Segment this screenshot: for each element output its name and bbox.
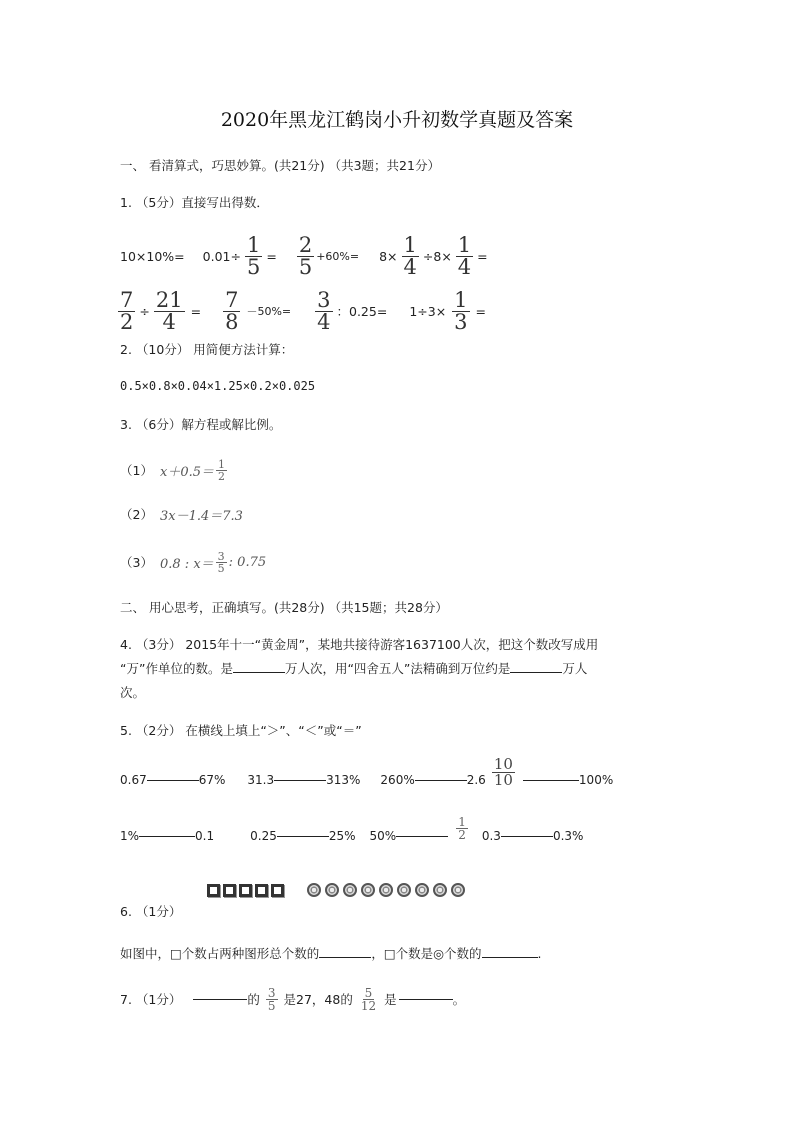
q1-r1-d-fraction1: $\frac{1}{4}$ — [403, 232, 417, 279]
q4-line3: 次。 — [120, 685, 146, 700]
q1-r1-a: 10×10%= — [120, 248, 185, 264]
q1-r1-c-fraction: $\frac{2}{5}$ — [298, 232, 313, 279]
q1-r2-d-fraction: $\frac{3}{4}$ — [317, 287, 331, 334]
q1-r1-d-prefix: 8× — [379, 248, 398, 264]
q1-r1-b-prefix: 0.01÷ — [202, 248, 241, 264]
section2-heading: 二、 用心思考，正确填写。(共28分) （共15题；共28分） — [120, 600, 448, 615]
circle-shape — [361, 883, 375, 897]
q1-r1-b-fraction: $\frac{1}{5}$ — [246, 232, 261, 279]
circle-shape — [343, 883, 357, 897]
q3-eq2-text: 3x－1.4＝7.3 — [160, 508, 243, 524]
q1-r2-e-fraction: $\frac{1}{3}$ — [454, 287, 468, 334]
section1-heading: 一、 看清算式，巧思妙算。(共21分) （共3题；共21分） — [120, 158, 440, 173]
q5-r1-blank-d[interactable] — [523, 779, 579, 781]
q5-label: 5. （2分） 在横线上填上“＞”、“＜”或“＝” — [120, 723, 362, 738]
q3-eq1-fraction: $\frac{1}{2}$ — [218, 457, 226, 483]
q6-squares — [207, 884, 287, 897]
q6-blank1[interactable] — [319, 956, 371, 958]
q7-blank1[interactable] — [193, 998, 247, 1000]
q1-row2 — [118, 284, 486, 338]
q1-r2-d-suffix: ：0.25= — [336, 304, 388, 319]
q5-r2-blank-c[interactable] — [396, 835, 448, 837]
circle-shape — [307, 883, 321, 897]
q6-text: 如图中，□个数占两种图形总个数的 ，□个数是◎个数的 . — [120, 946, 542, 961]
q5-row2: 1% 0.1 0.25 25% 50% $\frac{1}{2}$ 0.3 0.3% — [120, 814, 584, 843]
q3-eq3-tag: （3） — [120, 555, 153, 570]
q4-line1: 4. （3分） 2015年十一“黄金周”，某地共接待游客1637100人次，把这个数改写成用 — [120, 637, 599, 652]
circle-shape — [433, 883, 447, 897]
q3-eq1 — [120, 452, 227, 488]
q3-eq1-tag: （1） — [120, 463, 153, 478]
q3-eq3-rhs: : 0.75 — [228, 554, 267, 570]
q6-circles — [307, 883, 469, 897]
page-title: 2020年黑龙江鹤岗小升初数学真题及答案 — [220, 109, 574, 131]
q5-r2-blank-b[interactable] — [277, 835, 329, 837]
square-shape — [271, 884, 284, 897]
q1-r2-c-suffix: －50%= — [246, 305, 292, 318]
q3-eq2 — [120, 503, 243, 525]
q3-eq2-tag: （2） — [120, 507, 153, 522]
q3-eq3-fraction: $\frac{3}{5}$ — [217, 549, 225, 575]
q1-r2-b-fraction: $\frac{21}{4}$ — [155, 287, 183, 334]
q3-eq1-lhs: x＋0.5＝ — [160, 464, 215, 480]
q7-fraction1: $\frac{3}{5}$ — [267, 985, 276, 1013]
q3-label: 3. （6分）解方程或解比例。 — [120, 417, 282, 432]
circle-shape — [415, 883, 429, 897]
q1-row1 — [120, 229, 488, 283]
q5-r1-fraction: $\frac{10}{10}$ — [493, 754, 513, 789]
q3-eq3 — [120, 544, 266, 580]
q5-row1: 0.67 67% 31.3 313% 260% 2.6 $\frac{10}{10}$ 100% — [120, 754, 614, 789]
q5-r1-blank-b[interactable] — [274, 779, 326, 781]
circle-shape — [325, 883, 339, 897]
q6-label: 6. （1分） — [120, 904, 182, 919]
q1-r1-d-mid: ÷8× — [422, 248, 452, 264]
q6-blank2[interactable] — [482, 956, 538, 958]
q1-r1-d-fraction2: $\frac{1}{4}$ — [457, 232, 472, 279]
q1-r2-c-fraction: $\frac{7}{8}$ — [225, 287, 239, 334]
q5-r2-blank-a[interactable] — [139, 835, 195, 837]
q5-r1-blank-c[interactable] — [415, 779, 467, 781]
q7-blank2[interactable] — [399, 998, 453, 1000]
square-shape — [255, 884, 268, 897]
q1-r2-a-fraction: $\frac{7}{2}$ — [120, 287, 134, 334]
q1-r2-b-suffix: = — [190, 303, 202, 319]
q4-blank1[interactable] — [233, 671, 285, 673]
q7-line: 7. （1分） 的 $\frac{3}{5}$ 是27，48的 $\frac{5}{12}$ 是 。 — [120, 985, 466, 1013]
square-shape — [207, 884, 220, 897]
circle-shape — [451, 883, 465, 897]
q4-blank2[interactable] — [510, 671, 562, 673]
q3-eq3-lhs: 0.8 : x＝ — [160, 556, 214, 572]
q1-r2-a-op: ÷ — [139, 303, 150, 319]
q5-r2-fraction: $\frac{1}{2}$ — [458, 814, 466, 842]
q1-r2-e-prefix: 1÷3× — [409, 303, 447, 319]
q2-expression: 0.5×0.8×0.04×1.25×0.2×0.025 — [120, 379, 316, 393]
q1-r1-b-suffix: = — [266, 248, 277, 264]
q2-label: 2. （10分） 用简便方法计算： — [120, 342, 294, 357]
q4-line2: “万”作单位的数。是 万人次，用“四舍五人”法精确到万位约是 万人 — [120, 661, 588, 676]
circle-shape — [379, 883, 393, 897]
q1-r2-e-suffix: = — [475, 303, 487, 319]
q1-r1-c-suffix: +60%= — [316, 249, 360, 263]
q1-label: 1. （5分）直接写出得数． — [120, 195, 269, 210]
q7-label: 7. （1分） — [120, 992, 182, 1007]
q7-fraction2: $\frac{5}{12}$ — [360, 985, 377, 1013]
q5-r1-blank-a[interactable] — [147, 779, 199, 781]
circle-shape — [397, 883, 411, 897]
q1-r1-d-suffix: = — [477, 248, 488, 264]
square-shape — [239, 884, 252, 897]
q6-figure — [207, 883, 469, 897]
q5-r2-blank-d[interactable] — [501, 835, 553, 837]
square-shape — [223, 884, 236, 897]
